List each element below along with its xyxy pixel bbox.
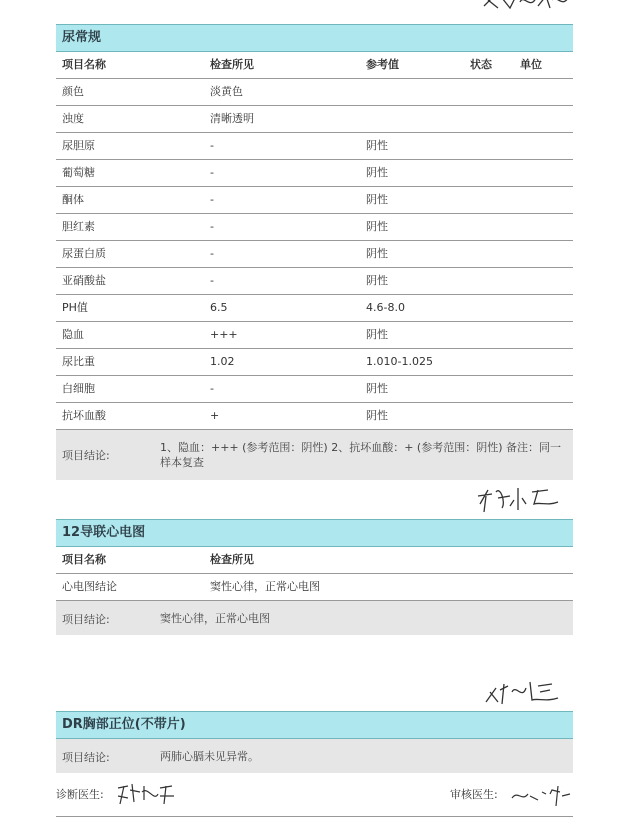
row-ref: 阴性	[366, 139, 388, 152]
row-name: 尿蛋白质	[62, 247, 106, 260]
table-row	[56, 79, 573, 106]
row-name: 颜色	[62, 85, 84, 98]
table-row	[56, 403, 573, 430]
row-ref: 1.010-1.025	[366, 355, 433, 368]
project-conclusion	[56, 430, 573, 480]
row-ref: 阴性	[366, 166, 388, 179]
row-result: +	[210, 409, 220, 422]
row-name: 白细胞	[62, 382, 95, 395]
diagnosis-signature	[114, 780, 176, 808]
table-row	[56, 376, 573, 403]
row-result: 1.02	[210, 355, 235, 368]
signature-urine	[474, 482, 564, 514]
table-header	[56, 52, 573, 79]
row-name: 胆红素	[62, 220, 95, 233]
header-name: 项目名称	[62, 553, 106, 566]
row-result: -	[210, 139, 214, 152]
table-row	[56, 133, 573, 160]
conclusion-label: 项目结论:	[62, 751, 110, 764]
row-ref: 阴性	[366, 382, 388, 395]
row-result: 6.5	[210, 301, 228, 314]
row-ref: 阴性	[366, 193, 388, 206]
row-ref: 阴性	[366, 328, 388, 341]
table-header	[56, 547, 573, 574]
row-name: 酮体	[62, 193, 84, 206]
row-result: -	[210, 274, 214, 287]
header-ref: 参考值	[366, 58, 399, 71]
table-row	[56, 268, 573, 295]
row-name: 亚硝酸盐	[62, 274, 106, 287]
table-row	[56, 160, 573, 187]
section-title: DR胸部正位(不带片)	[56, 711, 573, 739]
row-result: -	[210, 166, 214, 179]
row-result: -	[210, 247, 214, 260]
row-result: +++	[210, 328, 238, 341]
header-result: 检查所见	[210, 553, 254, 566]
row-name: 葡萄糖	[62, 166, 95, 179]
row-result: 窦性心律，正常心电图	[210, 580, 320, 593]
table-row	[56, 187, 573, 214]
table-row	[56, 349, 573, 376]
conclusion-text: 1、隐血：+++ (参考范围：阴性) 2、抗坏血酸：+ (参考范围：阴性) 备注：同一样本复查	[160, 441, 562, 469]
table-row	[56, 241, 573, 268]
row-name: 抗坏血酸	[62, 409, 106, 422]
row-name: PH值	[62, 301, 88, 314]
conclusion-text: 窦性心律，正常心电图	[160, 612, 270, 625]
row-ref: 阴性	[366, 274, 388, 287]
row-name: 尿比重	[62, 355, 95, 368]
project-conclusion	[56, 601, 573, 635]
header-name: 项目名称	[62, 58, 106, 71]
row-name: 浊度	[62, 112, 84, 125]
ecg-section	[56, 519, 573, 635]
table-row	[56, 214, 573, 241]
row-ref: 阴性	[366, 220, 388, 233]
review-doctor-label: 审核医生:	[450, 788, 498, 801]
table-row	[56, 322, 573, 349]
row-ref: 阴性	[366, 409, 388, 422]
urine-section	[56, 24, 573, 480]
header-unit: 单位	[520, 58, 542, 71]
diagnosis-doctor-label: 诊断医生:	[56, 788, 104, 801]
conclusion-text: 两肺心膈未见异常。	[160, 750, 259, 763]
header-status: 状态	[470, 58, 492, 71]
table-row	[56, 106, 573, 133]
header-result: 检查所见	[210, 58, 254, 71]
row-result: -	[210, 382, 214, 395]
dr-section	[56, 711, 573, 773]
row-ref: 4.6-8.0	[366, 301, 405, 314]
row-result: 清晰透明	[210, 112, 254, 125]
signature-top	[480, 0, 570, 14]
row-result: 淡黄色	[210, 85, 243, 98]
table-row	[56, 574, 573, 601]
footer	[56, 778, 573, 817]
project-conclusion	[56, 739, 573, 773]
conclusion-label: 项目结论:	[62, 449, 110, 462]
row-name: 心电图结论	[62, 580, 117, 593]
row-result: -	[210, 193, 214, 206]
conclusion-label: 项目结论:	[62, 613, 110, 626]
section-title: 尿常规	[56, 24, 573, 52]
section-title: 12导联心电图	[56, 519, 573, 547]
row-name: 隐血	[62, 328, 84, 341]
review-signature	[508, 780, 574, 808]
table-row	[56, 295, 573, 322]
row-result: -	[210, 220, 214, 233]
row-name: 尿胆原	[62, 139, 95, 152]
row-ref: 阴性	[366, 247, 388, 260]
signature-ecg	[482, 676, 562, 708]
